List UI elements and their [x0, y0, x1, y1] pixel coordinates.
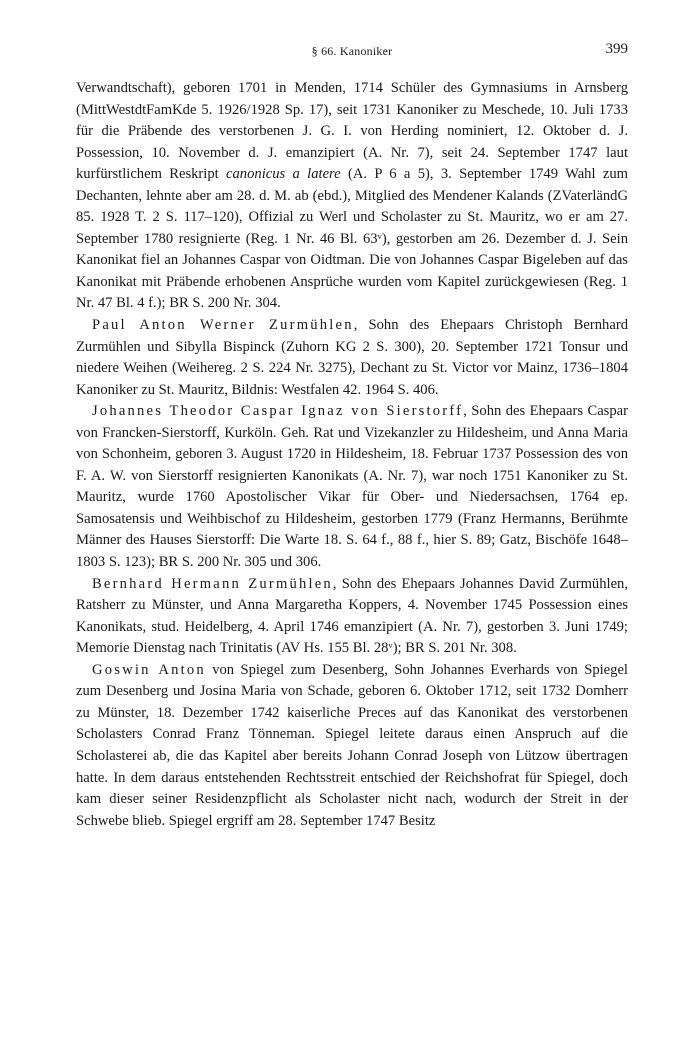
entry-text: , Sohn des Ehepaars Caspar von Francken-Sierstorff, Kurköln. Geh. Rat und Vizekanzler zu Hildesheim, und Anna Maria von Schonheim, geboren 3. August 1720 in Hildesheim, 18. Februar 1737 Possession des von F. A. W. von Sierstorff resignierten Kanonikats (A. Nr. 7), war noch 1751 Kanoniker zu St. Mauritz, wurde 1760 Apostolischer Vikar für Ober- und Niedersachsen, 1764 ep. Samosatensis und Weihbischof zu Hildesheim, gestorben 1779 (Franz Hermanns, Berühmte Männer des Hauses Sierstorff: Die Warte 18. S. 64 f., 88 f., hier S. 89; Gatz, Bischöfe 1648–1803 S. 123); BR S. 200 Nr. 305 und 306. — [76, 403, 628, 571]
entry-text: , Sohn des Ehepaars Johannes David Zurmühlen, Ratsherr zu Münster, und Anna Margaretha Koppers, 4. November 1745 Possession eines Kanonikats, stud. Heidelberg, 4. April 1746 emanzipiert (A. Nr. 7), gestorben 3. Juni 1749; Memorie Dienstag nach Trinitatis (AV Hs. 155 Bl. 28ᵛ); BR S. 201 Nr. 308. — [76, 575, 628, 657]
body-text — [76, 78, 628, 832]
entry-text: Verwandtschaft), geboren 1701 in Menden, 1714 Schüler des Gymnasiums in Arnsberg (MittWestdtFamKde 5. 1926/1928 Sp. 17), seit 1731 Kanoniker zu Meschede, 10. Juli 1733 für die Präbende des verstorbenen J. G. I. von Herding nominiert, 12. Oktober d. J. Possession, 10. November d. J. emanzipiert (A. Nr. 7), seit 24. September 1747 laut kurfürstlichem Reskript — [76, 80, 628, 183]
page-number: 399 — [605, 41, 628, 57]
entry-text: von Spiegel zum Desenberg, Sohn Johannes Everhards von Spiegel zum Desenberg und Josina Maria von Schade, geboren 6. Oktober 1712, seit 1732 Domherr zu Münster, 18. Dezember 1742 kaiserliche Preces auf das Kanonikat des verstorbenen Scholasters Conrad Franz Tönneman. Spiegel leitete daraus einen Anspruch auf die Scholasterei ab, die das Kapitel aber bereits Johann Conrad Joseph von Lützow übertragen hatte. In dem daraus entstehenden Rechtsstreit entschied der Reichshofrat für Spiegel, doch kam dieser seiner Residenzpflicht als Scholaster nicht nach, wodurch der Streit in der Schwebe blieb. Spiegel ergriff am 28. September 1747 Besitz — [76, 661, 628, 829]
entry-name: Goswin Anton — [92, 661, 206, 678]
entry-paragraph — [76, 401, 628, 573]
entry-name: Bernhard Hermann Zurmühlen — [92, 575, 333, 592]
entry-name: Paul Anton Werner Zurmühlen — [92, 317, 354, 334]
entry-paragraph — [76, 660, 628, 832]
page-header — [76, 40, 628, 62]
running-head: § 66. Kanoniker — [311, 44, 393, 58]
entry-text-italic: canonicus a latere — [226, 166, 341, 183]
entry-paragraph — [76, 574, 628, 660]
entry-name: Johannes Theodor Caspar Ignaz von Sierstorff — [92, 403, 464, 420]
entry-text: , Sohn des Ehepaars Christoph Bernhard Zurmühlen und Sibylla Bispinck (Zuhorn KG 2 S. 300), 20. September 1721 Tonsur und niedere Weihen (Weihereg. 2 S. 224 Nr. 3275), Dechant zu St. Victor vor Mainz, 1736–1804 Kanoniker zu St. Mauritz, Bildnis: Westfalen 42. 1964 S. 406. — [76, 317, 628, 398]
entry-text: (A. P 6 a 5), 3. September 1749 Wahl zum Dechanten, lehnte aber am 28. d. M. ab (ebd.), Mitglied des Mendener Kalands (ZVaterländG 85. 1928 T. 2 S. 117–120), Offizial zu Werl und Scholaster zu St. Mauritz, wo er am 27. September 1780 resignierte (Reg. 1 Nr. 46 Bl. 63ᵛ), gestorben am 26. Dezember d. J. Sein Kanonikat fiel an Johannes Caspar von Oidtman. Die von Johannes Caspar Bigeleben auf das Kanonikat mit Präbende erhobenen Ansprüche wurden vom Kapitel zurückgewiesen (Reg. 1 Nr. 47 Bl. 4 f.); BR S. 200 Nr. 304. — [76, 166, 628, 312]
entry-paragraph-continuation — [76, 78, 628, 315]
entry-paragraph — [76, 315, 628, 401]
